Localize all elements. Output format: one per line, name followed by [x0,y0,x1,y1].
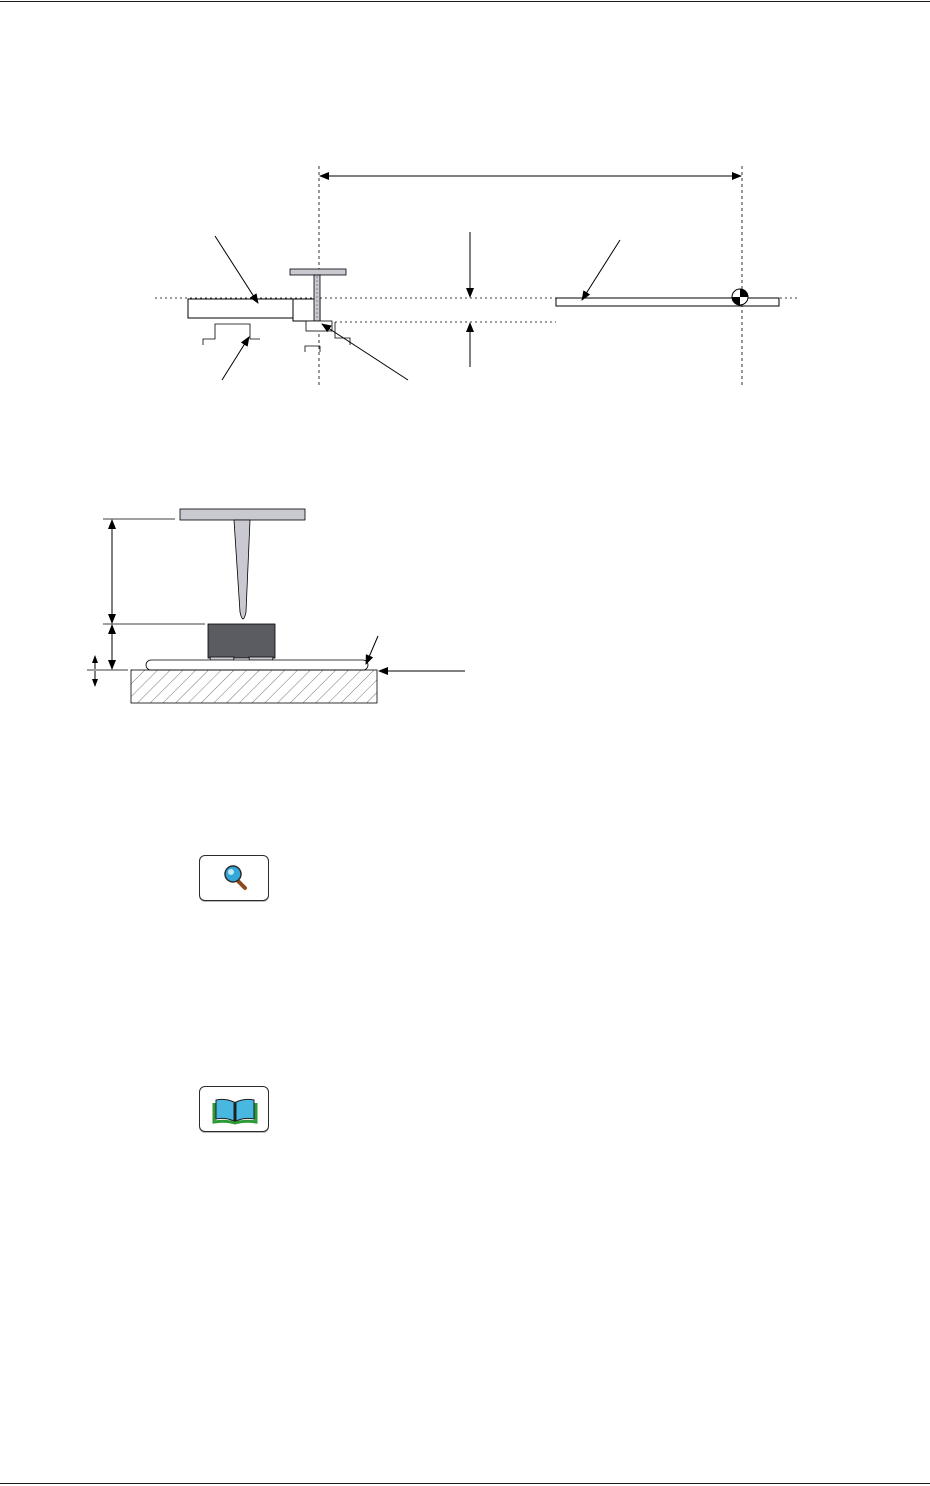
magnifier-icon-box [199,855,269,901]
leader-sheet-edge [366,636,378,664]
thin-sheet [146,660,368,670]
dark-head [208,624,275,658]
plate-top [180,509,305,520]
substrate [131,670,377,703]
left-arm [188,299,293,318]
left-base-outline [203,324,260,345]
nozzle-block [306,321,332,331]
leader-right-stage [582,240,620,300]
center-base-outline [305,346,320,352]
footer-rule [0,1483,930,1484]
book-icon-box [199,1086,269,1132]
leader-left-arm [215,236,258,303]
magnifier-icon [200,856,270,902]
tool-top-bar [290,269,346,275]
center-of-gravity-symbol [732,289,748,305]
leader-nozzle [322,324,408,380]
side-view-drawing [0,490,930,720]
tapered-stem [234,520,250,619]
leader-left-base [222,337,249,380]
top-view-drawing [0,0,930,420]
book-icon [200,1087,270,1133]
